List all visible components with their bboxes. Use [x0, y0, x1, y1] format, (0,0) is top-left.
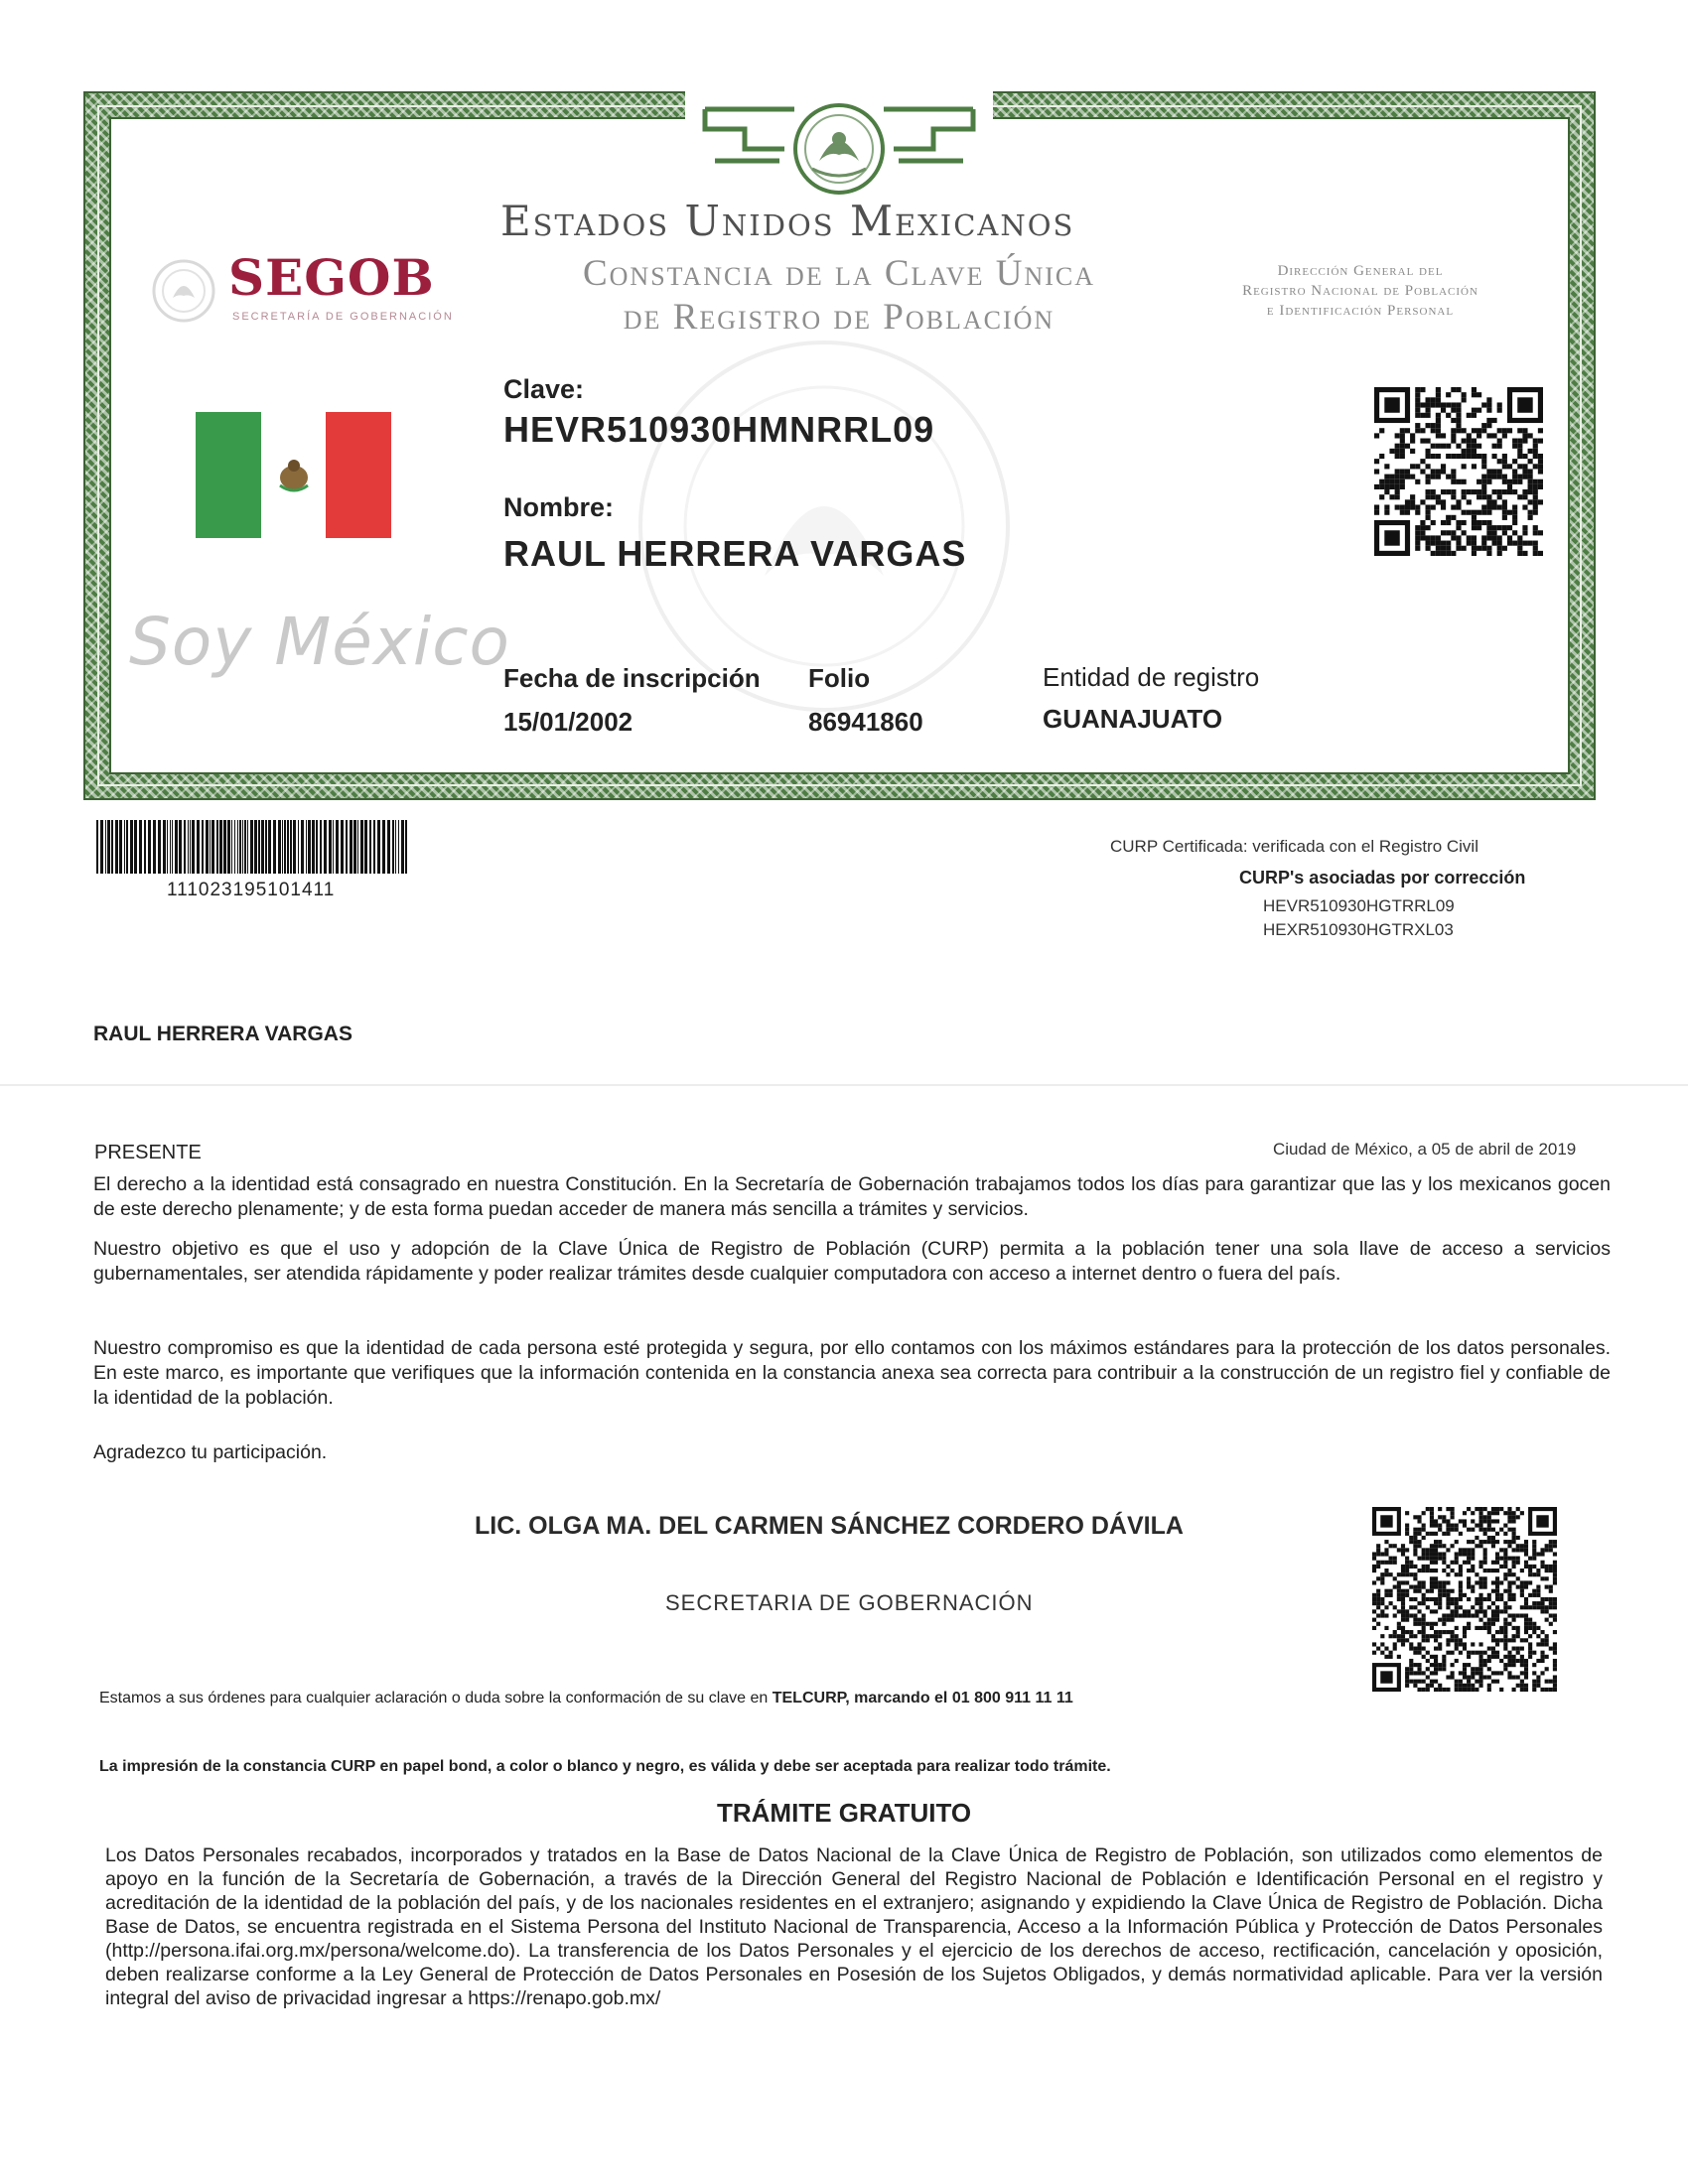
barcode-bar	[377, 820, 380, 874]
folio-value: 86941860	[808, 707, 923, 737]
barcode-bar	[244, 820, 246, 874]
slogan: Soy México	[129, 604, 510, 680]
barcode-bar	[401, 820, 404, 874]
barcode-bar	[202, 820, 204, 874]
barcode-bar	[130, 820, 133, 874]
barcode-bar	[258, 820, 260, 874]
fecha-label: Fecha de inscripción	[503, 663, 761, 693]
barcode-bar	[210, 820, 211, 874]
segob-seal-icon	[149, 256, 218, 326]
national-coat-of-arms-icon	[685, 91, 993, 203]
signer-position: SECRETARIA DE GOBERNACIÓN	[665, 1590, 1034, 1615]
barcode-bar	[247, 820, 248, 874]
barcode-bar	[398, 820, 399, 874]
barcode-bar	[163, 820, 166, 874]
barcode-bar	[405, 820, 407, 874]
barcode-bar	[239, 820, 241, 874]
nombre-label: Nombre:	[503, 492, 615, 522]
flag-emblem-icon	[275, 454, 313, 493]
barcode-bar	[234, 820, 235, 874]
free-procedure-title: TRÁMITE GRATUITO	[717, 1798, 972, 1828]
letter-thanks: Agradezco tu participación.	[93, 1441, 328, 1463]
barcode-bar	[298, 820, 299, 874]
barcode-bar	[268, 820, 271, 874]
barcode-bar	[96, 820, 98, 874]
direction-line3: e Identificación Personal	[1266, 303, 1455, 319]
clave-value: HEVR510930HMNRRL09	[503, 409, 935, 450]
barcode-bar	[324, 820, 327, 874]
barcode-bar	[329, 820, 332, 874]
barcode-bar	[206, 820, 209, 874]
barcode-bar	[144, 820, 146, 874]
presente-label: PRESENTE	[94, 1142, 202, 1163]
barcode-bar	[360, 820, 363, 874]
barcode-bar	[192, 820, 195, 874]
barcode-bar	[364, 820, 367, 874]
barcode-bar	[284, 820, 286, 874]
document-title-line2: de Registro de Población	[623, 297, 1055, 338]
barcode-bar	[278, 820, 281, 874]
barcode-bar	[179, 820, 182, 874]
barcode-bar	[312, 820, 315, 874]
contact-line	[99, 1690, 1073, 1707]
barcode-bar	[357, 820, 358, 874]
country-title: Estados Unidos Mexicanos	[500, 197, 1075, 245]
barcode-bar	[392, 820, 394, 874]
barcode-bar	[301, 820, 304, 874]
contact-phone: TELCURP, marcando el 01 800 911 11 11	[772, 1690, 1073, 1706]
document-title-line1: Constancia de la Clave Única	[582, 253, 1096, 294]
letter-paragraph: Nuestro compromiso es que la identidad de cada persona esté protegida y segura, por ello contamos con los máximos estándares para la protección de los datos personales. En este marco, es importante que verifiques que la información contenida en la constancia anexa sea correcta para contribuir a la construcción de un registro fiel y confiable de la identidad de la población.	[93, 1337, 1611, 1409]
barcode-bar	[184, 820, 186, 874]
associated-curps-label: CURP's asociadas por corrección	[1239, 868, 1526, 887]
contact-text: Estamos a sus órdenes para cualquier aclaración o duda sobre la conformación de su clave en	[99, 1690, 773, 1706]
entidad-label: Entidad de registro	[1043, 662, 1260, 692]
barcode-bar	[119, 820, 122, 874]
barcode-bar	[158, 820, 161, 874]
barcode-bar	[223, 820, 226, 874]
barcode-bar	[265, 820, 267, 874]
barcode-icon	[96, 820, 410, 874]
barcode-bar	[190, 820, 191, 874]
qr-code-icon	[1374, 387, 1543, 556]
barcode-bar	[100, 820, 103, 874]
barcode-bar	[387, 820, 390, 874]
barcode-bar	[287, 820, 289, 874]
nombre-value: RAUL HERRERA VARGAS	[503, 533, 967, 574]
barcode-bar	[333, 820, 334, 874]
barcode-bar	[197, 820, 200, 874]
barcode-bar	[211, 820, 214, 874]
barcode-bar	[134, 820, 137, 874]
barcode-bar	[107, 820, 110, 874]
barcode-bar	[254, 820, 257, 874]
barcode-bar	[126, 820, 128, 874]
letter-paragraph: Nuestro objetivo es que el uso y adopción de la Clave Única de Registro de Población (CURP) permita a la población tener una sola llave de acceso a servicios gubernamentales, ser atendida rápidamente y poder realizar trámites desde cualquier computadora con acceso a internet dentro o fuera del país.	[93, 1238, 1611, 1285]
barcode-bar	[346, 820, 348, 874]
barcode-bar	[336, 820, 339, 874]
qr-code-icon	[1372, 1507, 1557, 1692]
barcode-bar	[350, 820, 352, 874]
agency-name: SEGOB	[228, 248, 435, 307]
barcode-bar	[341, 820, 344, 874]
barcode-bar	[308, 820, 311, 874]
barcode-bar	[139, 820, 142, 874]
barcode-bar	[153, 820, 156, 874]
curp-certified-note: CURP Certificada: verificada con el Registro Civil	[1110, 837, 1478, 856]
barcode-bar	[188, 820, 189, 874]
barcode-number: 111023195101411	[167, 880, 336, 900]
barcode-bar	[227, 820, 230, 874]
barcode-bar	[115, 820, 118, 874]
barcode-bar	[320, 820, 322, 874]
barcode-bar	[293, 820, 296, 874]
barcode-bar	[124, 820, 125, 874]
barcode-bar	[231, 820, 232, 874]
direction-line2: Registro Nacional de Población	[1242, 283, 1478, 299]
barcode-bar	[219, 820, 222, 874]
folio-label: Folio	[808, 663, 871, 693]
clave-label: Clave:	[503, 374, 585, 404]
barcode-bar	[170, 820, 171, 874]
barcode-bar	[290, 820, 292, 874]
agency-subtitle: SECRETARÍA DE GOBERNACIÓN	[232, 311, 454, 323]
barcode-bar	[373, 820, 375, 874]
letter-paragraph: El derecho a la identidad está consagrado en nuestra Constitución. En la Secretaría de Gobernación trabajamos todos los días para garantizar que las y los mexicanos gocen de este derecho plenamente; y de esta forma puedan acceder de manera más sencilla a trámites y servicios.	[93, 1173, 1611, 1220]
barcode-bar	[175, 820, 178, 874]
barcode-bar	[250, 820, 253, 874]
barcode-bar	[261, 820, 264, 874]
mexican-flag	[196, 412, 391, 538]
barcode-bar	[172, 820, 173, 874]
privacy-notice: Los Datos Personales recabados, incorporados y tratados en la Base de Datos Nacional de la Clave Única de Registro de Población, son utilizados como elementos de apoyo en la función de la Secretaría de Gobernación, a través de la Dirección General del Registro Nacional de Población e Identificación Personal en el registro y acreditación de la identidad de la población del país, y de los nacionales residentes en el extranjero; asignando y expidiendo la Clave Única de Registro de Población. Dicha Base de Datos, se encuentra registrada en el Sistema Persona del Instituto Nacional de Transparencia, Acceso a la Información Pública y Protección de Datos Personales (http://persona.ifai.org.mx/persona/welcome.do). La transferencia de los Datos Personales y el ejercicio de los derechos de acceso, rectificación, cancelación y oposición, deben realizarse conforme a la Ley General de Protección de Datos Personales en Posesión de los Sujetos Obligados, y demás normatividad aplicable. Para ver la versión integral del aviso de privacidad ingresar a https://renapo.gob.mx/	[105, 1844, 1603, 2009]
direction-line1: Dirección General del	[1277, 263, 1444, 279]
barcode-bar	[216, 820, 218, 874]
barcode-bar	[167, 820, 168, 874]
fecha-value: 15/01/2002	[503, 707, 633, 737]
barcode-bar	[273, 820, 276, 874]
barcode-bar	[382, 820, 385, 874]
print-notice: La impresión de la constancia CURP en papel bond, a color o blanco y negro, es válida y debe ser aceptada para realizar todo trámite.	[99, 1758, 1111, 1775]
barcode-bar	[353, 820, 356, 874]
barcode-bar	[316, 820, 318, 874]
barcode-bar	[306, 820, 307, 874]
associated-curp: HEXR510930HGTRXL03	[1263, 920, 1454, 939]
barcode-bar	[395, 820, 396, 874]
entidad-value: GUANAJUATO	[1043, 704, 1223, 734]
barcode-bar	[242, 820, 243, 874]
barcode-bar	[237, 820, 238, 874]
barcode-bar	[369, 820, 371, 874]
barcode-bar	[282, 820, 283, 874]
barcode-bar	[111, 820, 113, 874]
place-date: Ciudad de México, a 05 de abril de 2019	[1273, 1140, 1577, 1159]
signer-name: LIC. OLGA MA. DEL CARMEN SÁNCHEZ CORDERO DÁVILA	[475, 1512, 1184, 1540]
page-fold-line	[0, 1084, 1688, 1086]
barcode-bar	[105, 820, 106, 874]
associated-curp: HEVR510930HGTRRL09	[1263, 896, 1455, 915]
addressee-name: RAUL HERRERA VARGAS	[93, 1023, 352, 1045]
barcode-bar	[148, 820, 151, 874]
